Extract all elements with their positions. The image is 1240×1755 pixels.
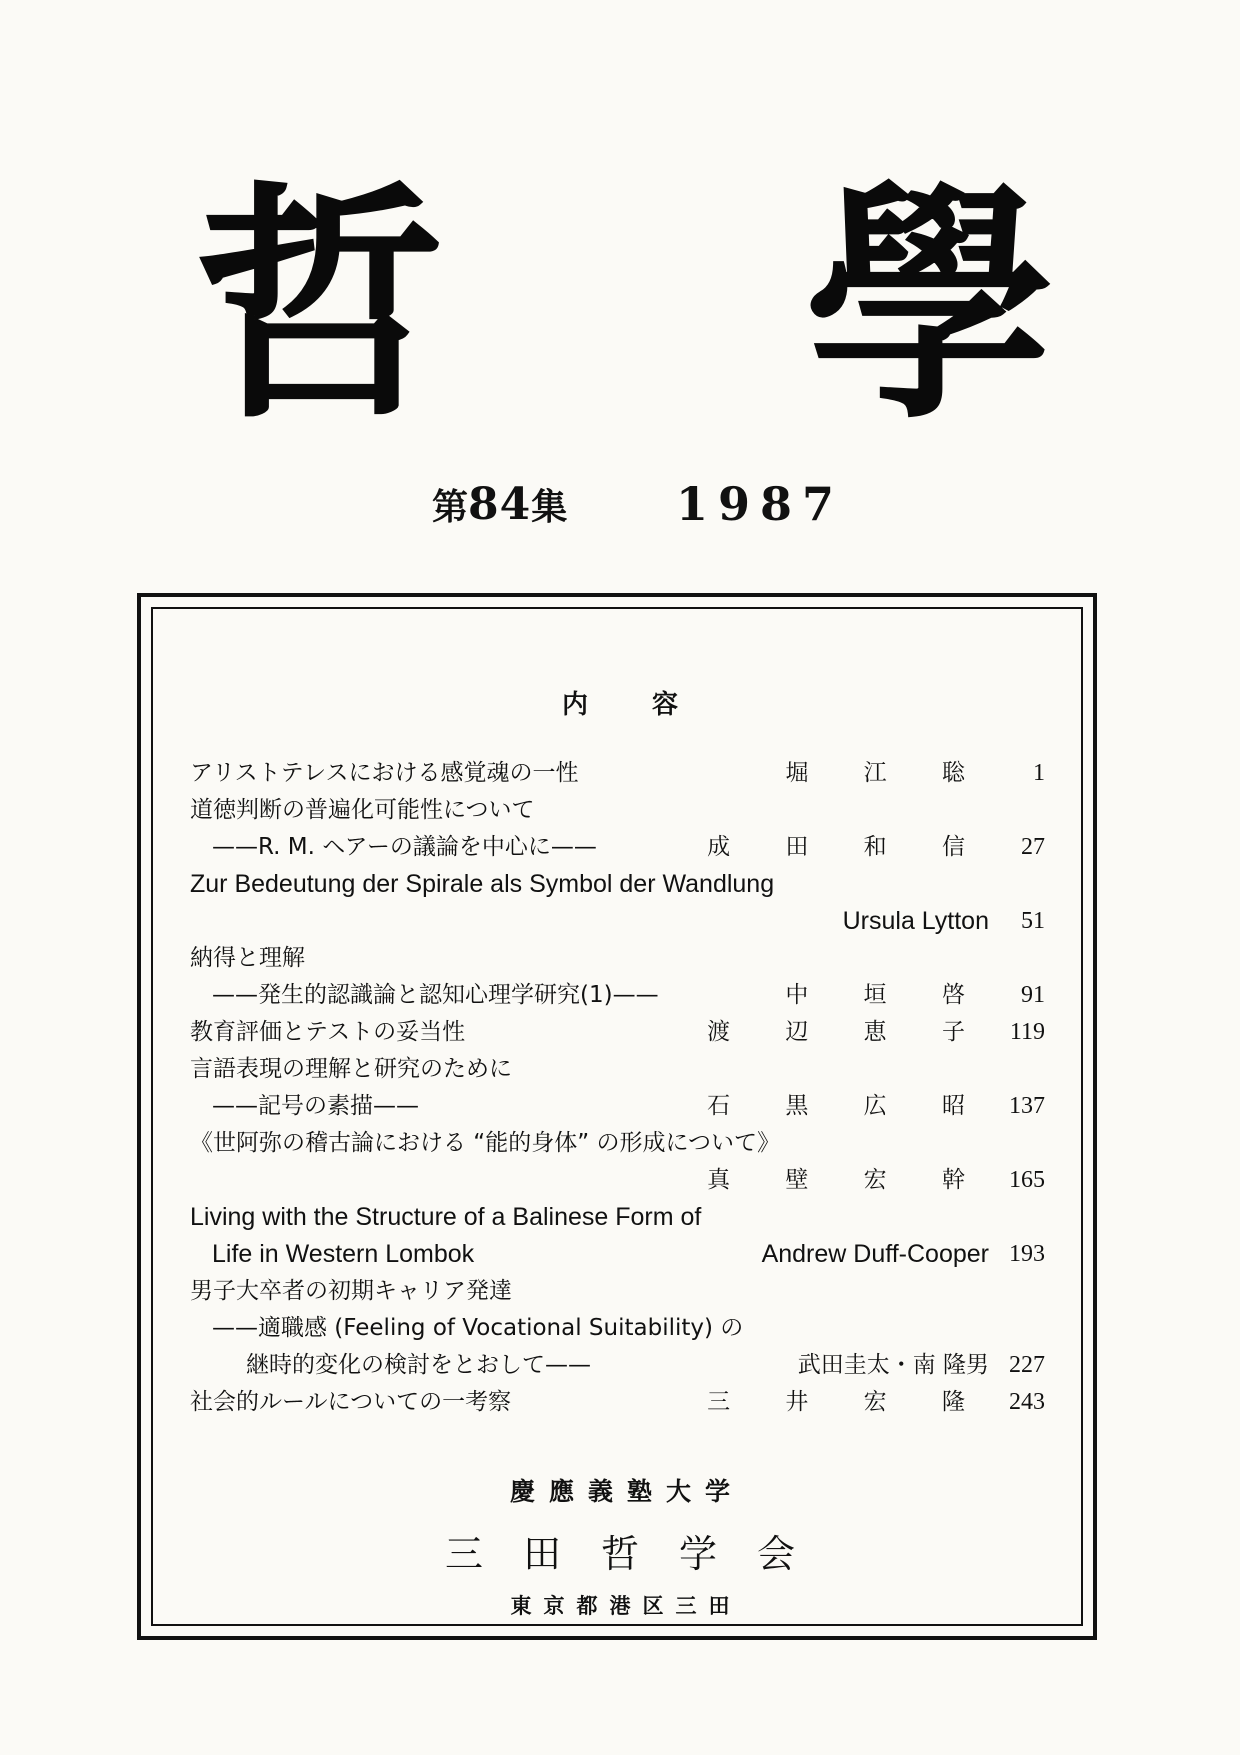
toc-page: 91: [1021, 982, 1045, 1008]
publisher-university: 慶應義塾大学: [509, 1477, 744, 1506]
toc-line: [190, 829, 1045, 866]
volume-label: [432, 480, 567, 532]
toc-author: 真 壁 宏 幹: [707, 1167, 989, 1193]
toc-line: [190, 1273, 1045, 1310]
toc-line: [190, 866, 1045, 903]
journal-title-char-2: 學: [805, 158, 1055, 452]
toc-subtitle-continued: 継時的変化の検討をとおして——: [246, 1352, 591, 1378]
toc-line: [190, 1347, 1045, 1384]
toc-page: 119: [1009, 1019, 1045, 1045]
toc-author: 渡 辺 恵 子: [707, 1019, 989, 1045]
toc-title: 教育評価とテストの妥当性: [190, 1019, 466, 1045]
toc-page: 27: [1021, 834, 1045, 860]
toc-author: 石 黒 広 昭: [707, 1093, 989, 1119]
toc-subtitle: ——適職感 (Feeling of Vocational Suitability) の: [212, 1315, 744, 1341]
toc-author: 堀 江 聡: [785, 760, 989, 786]
toc-line: [190, 792, 1045, 829]
toc-line: [190, 903, 1045, 940]
toc-line: [190, 1125, 1045, 1162]
toc-author: Andrew Duff-Cooper: [761, 1240, 989, 1268]
publisher-society: 三田哲学会: [444, 1532, 835, 1576]
toc-subtitle: ——記号の素描——: [212, 1093, 419, 1119]
toc-line: [190, 1199, 1045, 1236]
toc-subtitle: ——R. M. ヘアーの議論を中心に——: [212, 834, 597, 860]
toc-author: 三 井 宏 隆: [707, 1389, 989, 1415]
toc-author: 成 田 和 信: [707, 834, 989, 860]
toc-page: 137: [1009, 1093, 1045, 1119]
toc-title: Living with the Structure of a Balinese Form of: [190, 1203, 702, 1231]
toc-page: 51: [1021, 908, 1045, 934]
volume-number: 84: [468, 479, 532, 530]
toc-title: 納得と理解: [190, 945, 305, 971]
publisher-address: 東京都港区三田: [510, 1594, 742, 1618]
toc-line: [190, 1236, 1045, 1273]
volume-suffix: 集: [531, 486, 568, 528]
toc-title: 道徳判断の普遍化可能性について: [190, 797, 535, 823]
toc-author: 武田圭太・南 隆男: [797, 1352, 989, 1378]
toc-title: Zur Bedeutung der Spirale als Symbol der Wandlung: [190, 870, 775, 898]
toc-line: [190, 1384, 1045, 1421]
toc-page: 165: [1009, 1167, 1045, 1193]
toc-page: 243: [1009, 1389, 1045, 1415]
toc-line: [190, 1051, 1045, 1088]
toc-line: [190, 1014, 1045, 1051]
toc-author: 中 垣 啓: [785, 982, 989, 1008]
toc-line: [190, 1162, 1045, 1199]
toc-line: [190, 977, 1045, 1014]
toc-page: 1: [1033, 760, 1045, 786]
toc-title-continued: Life in Western Lombok: [212, 1240, 475, 1268]
toc-title: 言語表現の理解と研究のために: [190, 1056, 512, 1082]
table-of-contents: [190, 755, 1045, 1421]
toc-author: Ursula Lytton: [842, 907, 989, 935]
toc-title: アリストテレスにおける感覚魂の一性: [190, 760, 579, 786]
toc-subtitle: ——発生的認識論と認知心理学研究(1)——: [212, 982, 659, 1008]
toc-line: [190, 1088, 1045, 1125]
toc-line: [190, 755, 1045, 792]
toc-page: 227: [1009, 1352, 1045, 1378]
toc-title: 《世阿弥の稽古論における “能的身体” の形成について》: [190, 1130, 780, 1156]
toc-line: [190, 940, 1045, 977]
toc-title: 社会的ルールについての一考察: [190, 1389, 512, 1415]
volume-prefix: 第: [432, 486, 469, 528]
journal-title-char-1: 哲: [195, 158, 445, 452]
toc-title: 男子大卒者の初期キャリア発達: [190, 1278, 512, 1304]
publication-year: 1987: [676, 477, 845, 531]
toc-line: [190, 1310, 1045, 1347]
toc-page: 193: [1009, 1241, 1045, 1267]
contents-heading: 内容: [561, 690, 742, 720]
